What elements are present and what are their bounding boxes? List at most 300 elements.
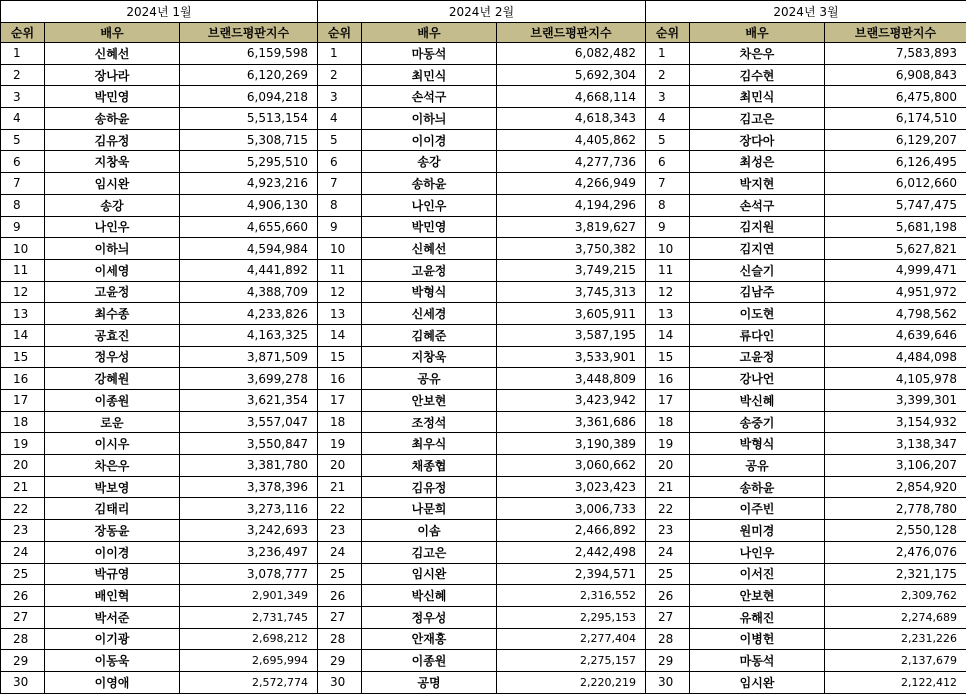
actor-name-cell: 이이경 [45, 541, 180, 563]
actor-name-cell: 공명 [362, 671, 497, 693]
rank-cell: 19 [318, 433, 362, 455]
rank-cell: 10 [1, 238, 45, 260]
score-cell: 3,745,313 [497, 281, 646, 303]
rank-cell: 16 [646, 368, 690, 390]
score-cell: 2,309,762 [825, 585, 966, 607]
actor-name-cell: 고윤정 [690, 346, 825, 368]
rank-cell: 22 [1, 498, 45, 520]
score-cell: 2,274,689 [825, 606, 966, 628]
actor-name-cell: 김수현 [690, 64, 825, 86]
table-row [1, 541, 966, 563]
score-cell: 4,668,114 [497, 86, 646, 108]
actor-name-cell: 강혜원 [45, 368, 180, 390]
rank-cell: 11 [1, 259, 45, 281]
score-cell: 2,295,153 [497, 606, 646, 628]
table-row [1, 194, 966, 216]
score-cell: 2,854,920 [825, 476, 966, 498]
actor-name-cell: 차은우 [690, 43, 825, 65]
rank-cell: 24 [318, 541, 362, 563]
score-cell: 3,621,354 [180, 390, 318, 412]
score-cell: 3,699,278 [180, 368, 318, 390]
score-cell: 2,901,349 [180, 585, 318, 607]
rank-cell: 28 [646, 628, 690, 650]
score-cell: 3,154,932 [825, 411, 966, 433]
actor-name-cell: 김지원 [690, 216, 825, 238]
index-header: 브랜드평판지수 [497, 23, 646, 43]
score-cell: 6,094,218 [180, 86, 318, 108]
actor-name-cell: 박민영 [45, 86, 180, 108]
score-cell: 3,078,777 [180, 563, 318, 585]
score-cell: 3,448,809 [497, 368, 646, 390]
score-cell: 2,316,552 [497, 585, 646, 607]
actor-name-cell: 이하늬 [45, 238, 180, 260]
actor-name-cell: 최수종 [45, 303, 180, 325]
rank-cell: 6 [1, 151, 45, 173]
score-cell: 6,159,598 [180, 43, 318, 65]
month-title-feb: 2024년 2월 [318, 1, 646, 23]
rank-cell: 16 [1, 368, 45, 390]
actor-name-cell: 김태리 [45, 498, 180, 520]
rank-cell: 17 [318, 390, 362, 412]
actor-name-cell: 류다인 [690, 324, 825, 346]
actor-name-cell: 김혜준 [362, 324, 497, 346]
actor-name-cell: 조정석 [362, 411, 497, 433]
rank-cell: 27 [646, 606, 690, 628]
table-row [1, 368, 966, 390]
table-row [1, 390, 966, 412]
rank-cell: 25 [1, 563, 45, 585]
table-row [1, 520, 966, 542]
score-cell: 3,381,780 [180, 455, 318, 477]
rank-cell: 22 [646, 498, 690, 520]
table-row [1, 238, 966, 260]
rank-cell: 16 [318, 368, 362, 390]
actor-name-cell: 안보현 [362, 390, 497, 412]
score-cell: 3,106,207 [825, 455, 966, 477]
score-cell: 3,006,733 [497, 498, 646, 520]
rank-cell: 6 [318, 151, 362, 173]
actor-name-cell: 이종원 [362, 650, 497, 672]
score-cell: 2,695,994 [180, 650, 318, 672]
rank-cell: 8 [646, 194, 690, 216]
rank-cell: 15 [646, 346, 690, 368]
rank-cell: 1 [1, 43, 45, 65]
actor-name-cell: 최민식 [362, 64, 497, 86]
actor-name-cell: 마동석 [362, 43, 497, 65]
actor-name-cell: 김지연 [690, 238, 825, 260]
table-row [1, 563, 966, 585]
score-cell: 4,105,978 [825, 368, 966, 390]
rank-cell: 12 [318, 281, 362, 303]
actor-name-cell: 이이경 [362, 129, 497, 151]
actor-name-cell: 장동윤 [45, 520, 180, 542]
actor-name-cell: 송하윤 [45, 108, 180, 130]
rank-cell: 23 [1, 520, 45, 542]
score-cell: 6,475,800 [825, 86, 966, 108]
rank-cell: 27 [318, 606, 362, 628]
score-cell: 4,194,296 [497, 194, 646, 216]
score-cell: 2,394,571 [497, 563, 646, 585]
actor-name-cell: 신혜선 [45, 43, 180, 65]
actor-name-cell: 나인우 [362, 194, 497, 216]
actor-name-cell: 나문희 [362, 498, 497, 520]
rank-cell: 30 [1, 671, 45, 693]
table-row [1, 346, 966, 368]
actor-name-cell: 공효진 [45, 324, 180, 346]
score-cell: 4,277,736 [497, 151, 646, 173]
rank-cell: 20 [646, 455, 690, 477]
score-cell: 5,295,510 [180, 151, 318, 173]
score-cell: 3,190,389 [497, 433, 646, 455]
table-row [1, 455, 966, 477]
table-row [1, 129, 966, 151]
rank-cell: 20 [318, 455, 362, 477]
score-cell: 2,550,128 [825, 520, 966, 542]
actor-name-cell: 공유 [690, 455, 825, 477]
rank-cell: 19 [646, 433, 690, 455]
actor-name-cell: 고윤정 [362, 259, 497, 281]
score-cell: 3,236,497 [180, 541, 318, 563]
actor-name-cell: 이솜 [362, 520, 497, 542]
actor-name-cell: 신세경 [362, 303, 497, 325]
table-row [1, 281, 966, 303]
rank-cell: 1 [318, 43, 362, 65]
rank-cell: 13 [318, 303, 362, 325]
rank-cell: 7 [1, 173, 45, 195]
rank-cell: 2 [1, 64, 45, 86]
rank-cell: 29 [318, 650, 362, 672]
rank-cell: 20 [1, 455, 45, 477]
score-cell: 2,442,498 [497, 541, 646, 563]
score-cell: 3,819,627 [497, 216, 646, 238]
score-cell: 2,572,774 [180, 671, 318, 693]
actor-name-cell: 지창욱 [45, 151, 180, 173]
table-row [1, 43, 966, 65]
score-cell: 3,242,693 [180, 520, 318, 542]
actor-name-cell: 신슬기 [690, 259, 825, 281]
table-row [1, 216, 966, 238]
rank-cell: 13 [1, 303, 45, 325]
rank-cell: 26 [318, 585, 362, 607]
score-cell: 4,484,098 [825, 346, 966, 368]
table-row [1, 173, 966, 195]
score-cell: 4,906,130 [180, 194, 318, 216]
rank-cell: 24 [1, 541, 45, 563]
rank-cell: 3 [318, 86, 362, 108]
rank-cell: 21 [318, 476, 362, 498]
table-row [1, 476, 966, 498]
rank-cell: 17 [1, 390, 45, 412]
rank-cell: 4 [1, 108, 45, 130]
score-cell: 6,082,482 [497, 43, 646, 65]
score-cell: 4,163,325 [180, 324, 318, 346]
rank-cell: 4 [646, 108, 690, 130]
score-cell: 6,012,660 [825, 173, 966, 195]
score-cell: 3,587,195 [497, 324, 646, 346]
actor-name-cell: 이시우 [45, 433, 180, 455]
actor-name-cell: 박서준 [45, 606, 180, 628]
actor-name-cell: 최우식 [362, 433, 497, 455]
rank-cell: 26 [1, 585, 45, 607]
rank-cell: 4 [318, 108, 362, 130]
table-row [1, 498, 966, 520]
actor-name-cell: 최성은 [690, 151, 825, 173]
rank-cell: 17 [646, 390, 690, 412]
score-cell: 4,655,660 [180, 216, 318, 238]
actor-name-cell: 이도현 [690, 303, 825, 325]
actor-name-cell: 김유정 [45, 129, 180, 151]
rank-cell: 14 [318, 324, 362, 346]
actor-name-cell: 강나언 [690, 368, 825, 390]
table-row [1, 606, 966, 628]
score-cell: 3,750,382 [497, 238, 646, 260]
score-cell: 2,321,175 [825, 563, 966, 585]
rank-cell: 18 [646, 411, 690, 433]
score-cell: 3,378,396 [180, 476, 318, 498]
rank-cell: 5 [1, 129, 45, 151]
rank-cell: 3 [646, 86, 690, 108]
rank-header: 순위 [646, 23, 690, 43]
score-cell: 2,137,679 [825, 650, 966, 672]
actor-name-cell: 나인우 [690, 541, 825, 563]
rank-cell: 14 [1, 324, 45, 346]
column-header-row [1, 23, 966, 43]
score-cell: 4,266,949 [497, 173, 646, 195]
actor-name-cell: 안재홍 [362, 628, 497, 650]
rank-cell: 18 [1, 411, 45, 433]
actor-name-cell: 임시완 [45, 173, 180, 195]
score-cell: 5,513,154 [180, 108, 318, 130]
actor-name-cell: 고윤정 [45, 281, 180, 303]
rank-cell: 28 [1, 628, 45, 650]
actor-name-cell: 원미경 [690, 520, 825, 542]
score-cell: 2,275,157 [497, 650, 646, 672]
table-row [1, 303, 966, 325]
index-header: 브랜드평판지수 [825, 23, 966, 43]
rank-cell: 6 [646, 151, 690, 173]
score-cell: 2,476,076 [825, 541, 966, 563]
rank-cell: 23 [318, 520, 362, 542]
rank-cell: 11 [646, 259, 690, 281]
table-row [1, 628, 966, 650]
rank-cell: 28 [318, 628, 362, 650]
score-cell: 3,533,901 [497, 346, 646, 368]
rank-cell: 30 [646, 671, 690, 693]
rank-cell: 11 [318, 259, 362, 281]
rank-cell: 7 [318, 173, 362, 195]
actor-name-cell: 김유정 [362, 476, 497, 498]
rank-cell: 10 [646, 238, 690, 260]
actor-header: 배우 [45, 23, 180, 43]
actor-name-cell: 지창욱 [362, 346, 497, 368]
actor-name-cell: 이주빈 [690, 498, 825, 520]
actor-name-cell: 김고은 [362, 541, 497, 563]
rank-cell: 29 [1, 650, 45, 672]
actor-name-cell: 유해진 [690, 606, 825, 628]
rank-cell: 25 [318, 563, 362, 585]
actor-name-cell: 박형식 [690, 433, 825, 455]
rank-cell: 9 [646, 216, 690, 238]
table-row [1, 108, 966, 130]
score-cell: 3,060,662 [497, 455, 646, 477]
actor-name-cell: 공유 [362, 368, 497, 390]
actor-name-cell: 이병헌 [690, 628, 825, 650]
rank-cell: 14 [646, 324, 690, 346]
actor-name-cell: 최민식 [690, 86, 825, 108]
actor-name-cell: 손석구 [690, 194, 825, 216]
rank-cell: 7 [646, 173, 690, 195]
score-cell: 3,138,347 [825, 433, 966, 455]
table-row [1, 151, 966, 173]
rank-cell: 22 [318, 498, 362, 520]
rank-cell: 1 [646, 43, 690, 65]
score-cell: 3,399,301 [825, 390, 966, 412]
rank-cell: 21 [1, 476, 45, 498]
score-cell: 4,639,646 [825, 324, 966, 346]
actor-name-cell: 박신혜 [690, 390, 825, 412]
score-cell: 3,361,686 [497, 411, 646, 433]
score-cell: 2,122,412 [825, 671, 966, 693]
rank-cell: 10 [318, 238, 362, 260]
score-cell: 2,778,780 [825, 498, 966, 520]
actor-name-cell: 이영애 [45, 671, 180, 693]
actor-name-cell: 배인혁 [45, 585, 180, 607]
actor-name-cell: 임시완 [362, 563, 497, 585]
actor-name-cell: 이기광 [45, 628, 180, 650]
score-cell: 2,731,745 [180, 606, 318, 628]
index-header: 브랜드평판지수 [180, 23, 318, 43]
score-cell: 2,698,212 [180, 628, 318, 650]
actor-name-cell: 이동욱 [45, 650, 180, 672]
score-cell: 3,550,847 [180, 433, 318, 455]
score-cell: 3,871,509 [180, 346, 318, 368]
score-cell: 7,583,893 [825, 43, 966, 65]
actor-name-cell: 나인우 [45, 216, 180, 238]
actor-name-cell: 송하윤 [690, 476, 825, 498]
score-cell: 4,441,892 [180, 259, 318, 281]
rank-cell: 9 [1, 216, 45, 238]
rank-cell: 2 [318, 64, 362, 86]
rank-cell: 5 [646, 129, 690, 151]
score-cell: 2,466,892 [497, 520, 646, 542]
score-cell: 4,233,826 [180, 303, 318, 325]
rank-cell: 30 [318, 671, 362, 693]
score-cell: 5,681,198 [825, 216, 966, 238]
rank-cell: 21 [646, 476, 690, 498]
actor-name-cell: 이세영 [45, 259, 180, 281]
score-cell: 4,951,972 [825, 281, 966, 303]
table-row [1, 259, 966, 281]
rank-cell: 5 [318, 129, 362, 151]
rank-cell: 27 [1, 606, 45, 628]
actor-name-cell: 김남주 [690, 281, 825, 303]
score-cell: 5,747,475 [825, 194, 966, 216]
actor-name-cell: 안보현 [690, 585, 825, 607]
month-title-row [1, 1, 966, 23]
actor-name-cell: 이종원 [45, 390, 180, 412]
table-row [1, 433, 966, 455]
rank-cell: 25 [646, 563, 690, 585]
score-cell: 3,557,047 [180, 411, 318, 433]
table-row [1, 671, 966, 693]
table-row [1, 64, 966, 86]
score-cell: 5,627,821 [825, 238, 966, 260]
score-cell: 4,798,562 [825, 303, 966, 325]
actor-name-cell: 차은우 [45, 455, 180, 477]
rank-cell: 9 [318, 216, 362, 238]
actor-name-cell: 박규영 [45, 563, 180, 585]
actor-name-cell: 마동석 [690, 650, 825, 672]
table-row [1, 411, 966, 433]
rank-cell: 13 [646, 303, 690, 325]
rank-cell: 12 [1, 281, 45, 303]
score-cell: 4,923,216 [180, 173, 318, 195]
rank-cell: 18 [318, 411, 362, 433]
score-cell: 4,999,471 [825, 259, 966, 281]
actor-name-cell: 송중기 [690, 411, 825, 433]
rank-cell: 19 [1, 433, 45, 455]
actor-name-cell: 정우성 [45, 346, 180, 368]
actor-name-cell: 로운 [45, 411, 180, 433]
actor-name-cell: 손석구 [362, 86, 497, 108]
actor-header: 배우 [362, 23, 497, 43]
rank-cell: 3 [1, 86, 45, 108]
actor-name-cell: 장다아 [690, 129, 825, 151]
score-cell: 6,174,510 [825, 108, 966, 130]
score-cell: 2,220,219 [497, 671, 646, 693]
score-cell: 4,594,984 [180, 238, 318, 260]
actor-name-cell: 이서진 [690, 563, 825, 585]
rank-cell: 12 [646, 281, 690, 303]
table-row [1, 650, 966, 672]
score-cell: 3,605,911 [497, 303, 646, 325]
score-cell: 2,277,404 [497, 628, 646, 650]
table-row [1, 324, 966, 346]
actor-name-cell: 김고은 [690, 108, 825, 130]
rank-cell: 8 [1, 194, 45, 216]
actor-name-cell: 송강 [45, 194, 180, 216]
actor-name-cell: 신혜선 [362, 238, 497, 260]
actor-name-cell: 박보영 [45, 476, 180, 498]
month-title-mar: 2024년 3월 [646, 1, 966, 23]
actor-name-cell: 이하늬 [362, 108, 497, 130]
rank-header: 순위 [318, 23, 362, 43]
rank-cell: 23 [646, 520, 690, 542]
rank-header: 순위 [1, 23, 45, 43]
actor-name-cell: 송하윤 [362, 173, 497, 195]
actor-name-cell: 임시완 [690, 671, 825, 693]
score-cell: 3,423,942 [497, 390, 646, 412]
score-cell: 4,618,343 [497, 108, 646, 130]
actor-name-cell: 장나라 [45, 64, 180, 86]
score-cell: 6,126,495 [825, 151, 966, 173]
table-row [1, 86, 966, 108]
score-cell: 3,023,423 [497, 476, 646, 498]
actor-name-cell: 송강 [362, 151, 497, 173]
rank-cell: 26 [646, 585, 690, 607]
score-cell: 6,908,843 [825, 64, 966, 86]
actor-name-cell: 박민영 [362, 216, 497, 238]
actor-name-cell: 정우성 [362, 606, 497, 628]
score-cell: 6,120,269 [180, 64, 318, 86]
score-cell: 5,308,715 [180, 129, 318, 151]
actor-name-cell: 박신혜 [362, 585, 497, 607]
score-cell: 6,129,207 [825, 129, 966, 151]
rank-cell: 15 [1, 346, 45, 368]
actor-name-cell: 채종협 [362, 455, 497, 477]
table-row [1, 585, 966, 607]
actor-header: 배우 [690, 23, 825, 43]
